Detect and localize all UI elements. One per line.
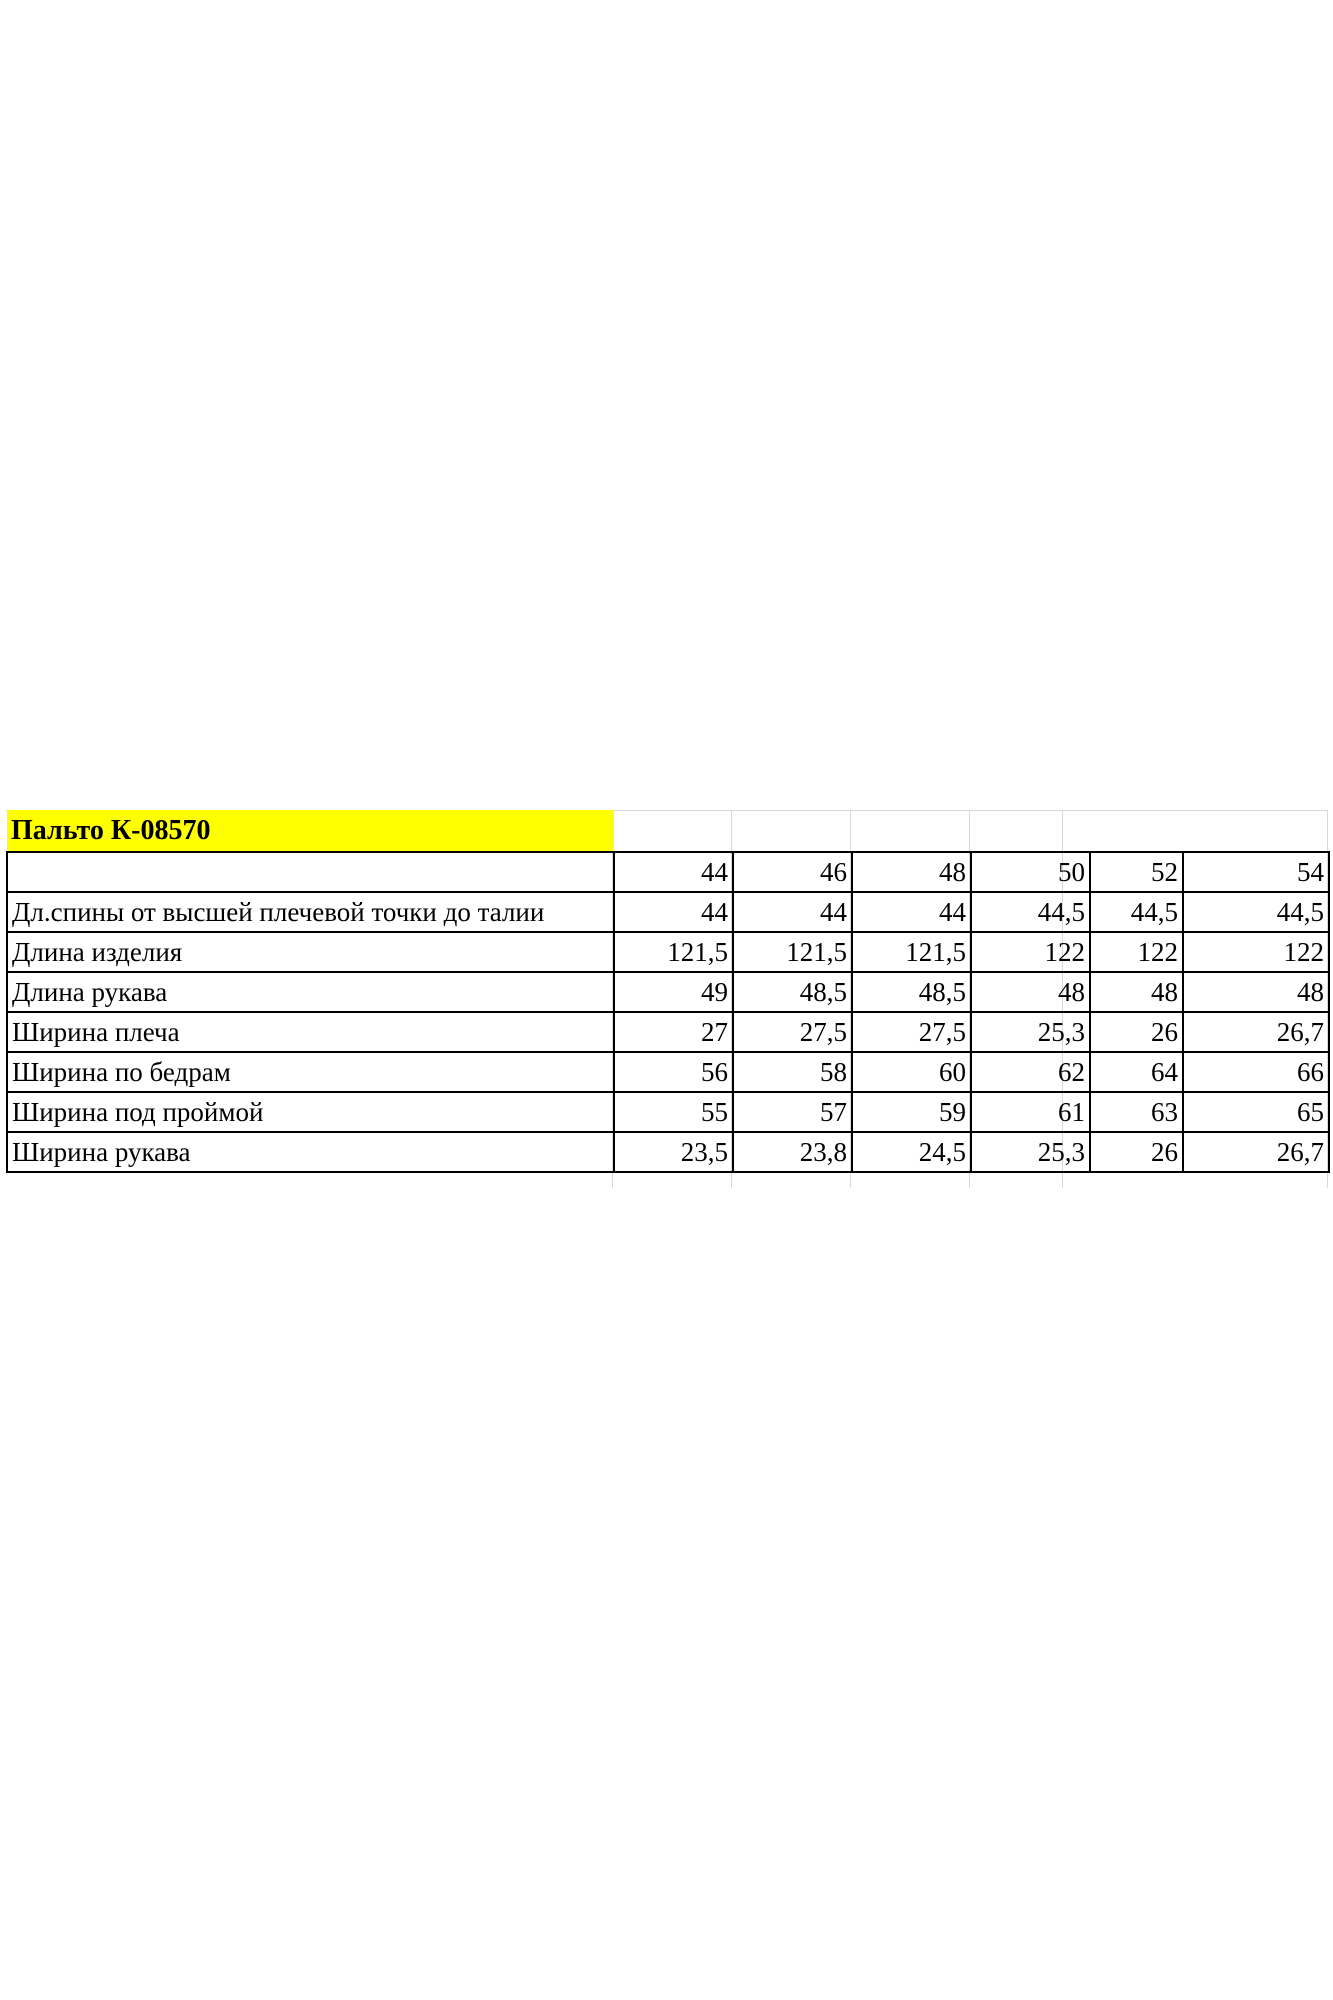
- value-cell: 62: [971, 1052, 1090, 1092]
- value-cell: 44: [852, 892, 971, 932]
- value-cell: 64: [1090, 1052, 1183, 1092]
- value-cell: 60: [852, 1052, 971, 1092]
- value-cell: 27: [614, 1012, 733, 1052]
- row-label: Длина рукава: [7, 972, 614, 1012]
- value-cell: 27,5: [733, 1012, 852, 1052]
- value-cell: 65: [1183, 1092, 1329, 1132]
- row-label: Ширина рукава: [7, 1132, 614, 1172]
- value-cell: 23,5: [614, 1132, 733, 1172]
- size-header-cell: 52: [1090, 852, 1183, 892]
- size-header-cell: 44: [614, 852, 733, 892]
- value-cell: 44,5: [971, 892, 1090, 932]
- table-row: [7, 892, 1329, 932]
- value-cell: 66: [1183, 1052, 1329, 1092]
- value-cell: 48: [971, 972, 1090, 1012]
- value-cell: 25,3: [971, 1012, 1090, 1052]
- value-cell: 26: [1090, 1132, 1183, 1172]
- value-cell: 26,7: [1183, 1012, 1329, 1052]
- table-row: [7, 1012, 1329, 1052]
- value-cell: 44,5: [1183, 892, 1329, 932]
- size-chart-table: [6, 810, 1330, 1173]
- size-header-cell: 46: [733, 852, 852, 892]
- table-row: [7, 1132, 1329, 1172]
- value-cell: 44: [733, 892, 852, 932]
- value-cell: 48: [1090, 972, 1183, 1012]
- row-label: Ширина по бедрам: [7, 1052, 614, 1092]
- empty-cell: [733, 810, 852, 852]
- value-cell: 55: [614, 1092, 733, 1132]
- empty-cell: [852, 810, 971, 852]
- empty-cell: [614, 810, 733, 852]
- row-label: Ширина под проймой: [7, 1092, 614, 1132]
- value-cell: 44,5: [1090, 892, 1183, 932]
- value-cell: 121,5: [852, 932, 971, 972]
- value-cell: 58: [733, 1052, 852, 1092]
- row-label: Дл.спины от высшей плечевой точки до талии: [7, 892, 614, 932]
- value-cell: 63: [1090, 1092, 1183, 1132]
- size-header-cell: 48: [852, 852, 971, 892]
- value-cell: 27,5: [852, 1012, 971, 1052]
- table-row: [7, 972, 1329, 1012]
- value-cell: 49: [614, 972, 733, 1012]
- value-cell: 121,5: [614, 932, 733, 972]
- size-header-row: [7, 852, 1329, 892]
- row-label: Ширина плеча: [7, 1012, 614, 1052]
- value-cell: 26,7: [1183, 1132, 1329, 1172]
- value-cell: 122: [1183, 932, 1329, 972]
- empty-cell: [1090, 810, 1183, 852]
- value-cell: 121,5: [733, 932, 852, 972]
- value-cell: 23,8: [733, 1132, 852, 1172]
- table-row: [7, 1092, 1329, 1132]
- value-cell: 48,5: [733, 972, 852, 1012]
- empty-cell: [1183, 810, 1329, 852]
- row-label: [7, 852, 614, 892]
- value-cell: 61: [971, 1092, 1090, 1132]
- size-header-cell: 50: [971, 852, 1090, 892]
- value-cell: 25,3: [971, 1132, 1090, 1172]
- value-cell: 122: [971, 932, 1090, 972]
- value-cell: 59: [852, 1092, 971, 1132]
- title-row: [7, 810, 1329, 852]
- value-cell: 122: [1090, 932, 1183, 972]
- table-row: [7, 932, 1329, 972]
- row-label: Длина изделия: [7, 932, 614, 972]
- size-header-cell: 54: [1183, 852, 1329, 892]
- value-cell: 44: [614, 892, 733, 932]
- table-row: [7, 1052, 1329, 1092]
- value-cell: 48,5: [852, 972, 971, 1012]
- value-cell: 48: [1183, 972, 1329, 1012]
- empty-cell: [971, 810, 1090, 852]
- value-cell: 57: [733, 1092, 852, 1132]
- value-cell: 24,5: [852, 1132, 971, 1172]
- product-title: Пальто К-08570: [7, 810, 614, 852]
- value-cell: 56: [614, 1052, 733, 1092]
- value-cell: 26: [1090, 1012, 1183, 1052]
